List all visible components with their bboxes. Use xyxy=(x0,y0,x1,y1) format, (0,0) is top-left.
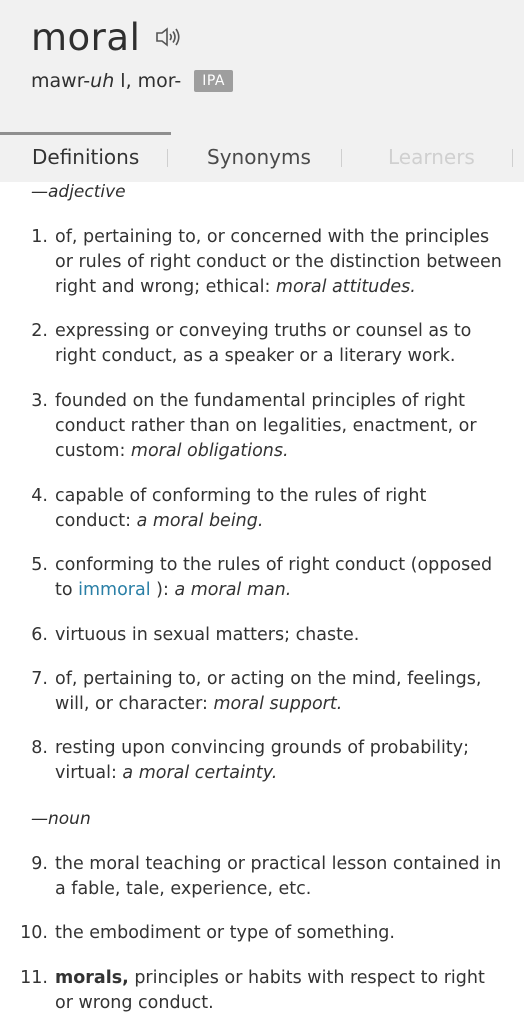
definition-body: principles or habits with respect to right or wrong conduct. xyxy=(55,968,491,1013)
active-tab-indicator xyxy=(0,132,171,135)
definition-body: ): xyxy=(150,580,175,600)
definition-body: founded on the fundamental principles of right conduct rather than on legalities, enactment, or custom: xyxy=(55,391,477,461)
definition-number: 7. xyxy=(31,669,48,689)
definition-number: 1. xyxy=(31,227,48,247)
tab-synonyms[interactable]: Synonyms xyxy=(207,145,311,169)
definition-headword: morals, xyxy=(55,968,129,988)
definition-number: 5. xyxy=(31,555,48,575)
definition-text xyxy=(55,667,505,717)
definition-body: of, pertaining to, or acting on the mind, feelings, will, or character: xyxy=(55,669,482,714)
definition-text xyxy=(55,736,505,786)
definition-text: expressing or conveying truths or counsel as to right conduct, as a speaker or a literary work. xyxy=(55,321,472,366)
definition-example: a moral certainty. xyxy=(122,763,278,783)
tab-divider xyxy=(512,149,513,167)
definition-example: moral attitudes. xyxy=(275,277,416,297)
definition-number: 11. xyxy=(20,968,48,988)
definition-number: 6. xyxy=(31,625,48,645)
cross-reference-link[interactable]: immoral xyxy=(78,580,151,600)
pronunciation-stress: uh xyxy=(90,70,115,92)
definition-example: moral support. xyxy=(213,694,343,714)
tab-divider xyxy=(341,149,342,167)
definition-text: virtuous in sexual matters; chaste. xyxy=(55,625,360,645)
definition-example: a moral man. xyxy=(174,580,292,600)
definition-body: resting upon convincing grounds of probability; virtual: xyxy=(55,738,470,783)
definition-body: of, pertaining to, or concerned with the principles or rules of right conduct or the distinction between right and wrong; ethical: xyxy=(55,227,502,297)
pronunciation-part: l, mor- xyxy=(114,70,182,92)
pronunciation xyxy=(31,67,233,95)
definition-text: the moral teaching or practical lesson contained in a fable, tale, experience, etc. xyxy=(55,854,502,899)
definition-body: conforming to the rules of right conduct (opposed to xyxy=(55,555,493,600)
definition-example: moral obligations. xyxy=(130,441,289,461)
definition-text xyxy=(55,484,505,534)
word-header xyxy=(0,0,524,132)
tab-learners[interactable]: Learners xyxy=(388,145,475,169)
headword: moral xyxy=(31,15,141,59)
definition-text xyxy=(55,553,505,603)
speaker-icon[interactable] xyxy=(154,23,182,51)
part-of-speech-noun: —noun xyxy=(31,809,91,829)
definition-text: the embodiment or type of something. xyxy=(55,923,395,943)
pronunciation-part: mawr- xyxy=(31,70,91,92)
ipa-button[interactable]: IPA xyxy=(194,70,233,92)
definition-number: 10. xyxy=(20,923,48,943)
definition-body: capable of conforming to the rules of right conduct: xyxy=(55,486,427,531)
definition-number: 4. xyxy=(31,486,48,506)
tab-definitions[interactable]: Definitions xyxy=(32,145,140,169)
definition-text xyxy=(55,966,505,1016)
headword-row xyxy=(31,12,182,62)
tab-bar xyxy=(0,132,524,182)
definition-number: 3. xyxy=(31,391,48,411)
tab-divider xyxy=(167,149,168,167)
definition-example: a moral being. xyxy=(136,511,264,531)
definition-number: 9. xyxy=(31,854,48,874)
definition-text xyxy=(55,225,505,300)
definition-number: 8. xyxy=(31,738,48,758)
definition-number: 2. xyxy=(31,321,48,341)
part-of-speech-adjective: —adjective xyxy=(31,182,126,202)
definition-text xyxy=(55,389,505,464)
